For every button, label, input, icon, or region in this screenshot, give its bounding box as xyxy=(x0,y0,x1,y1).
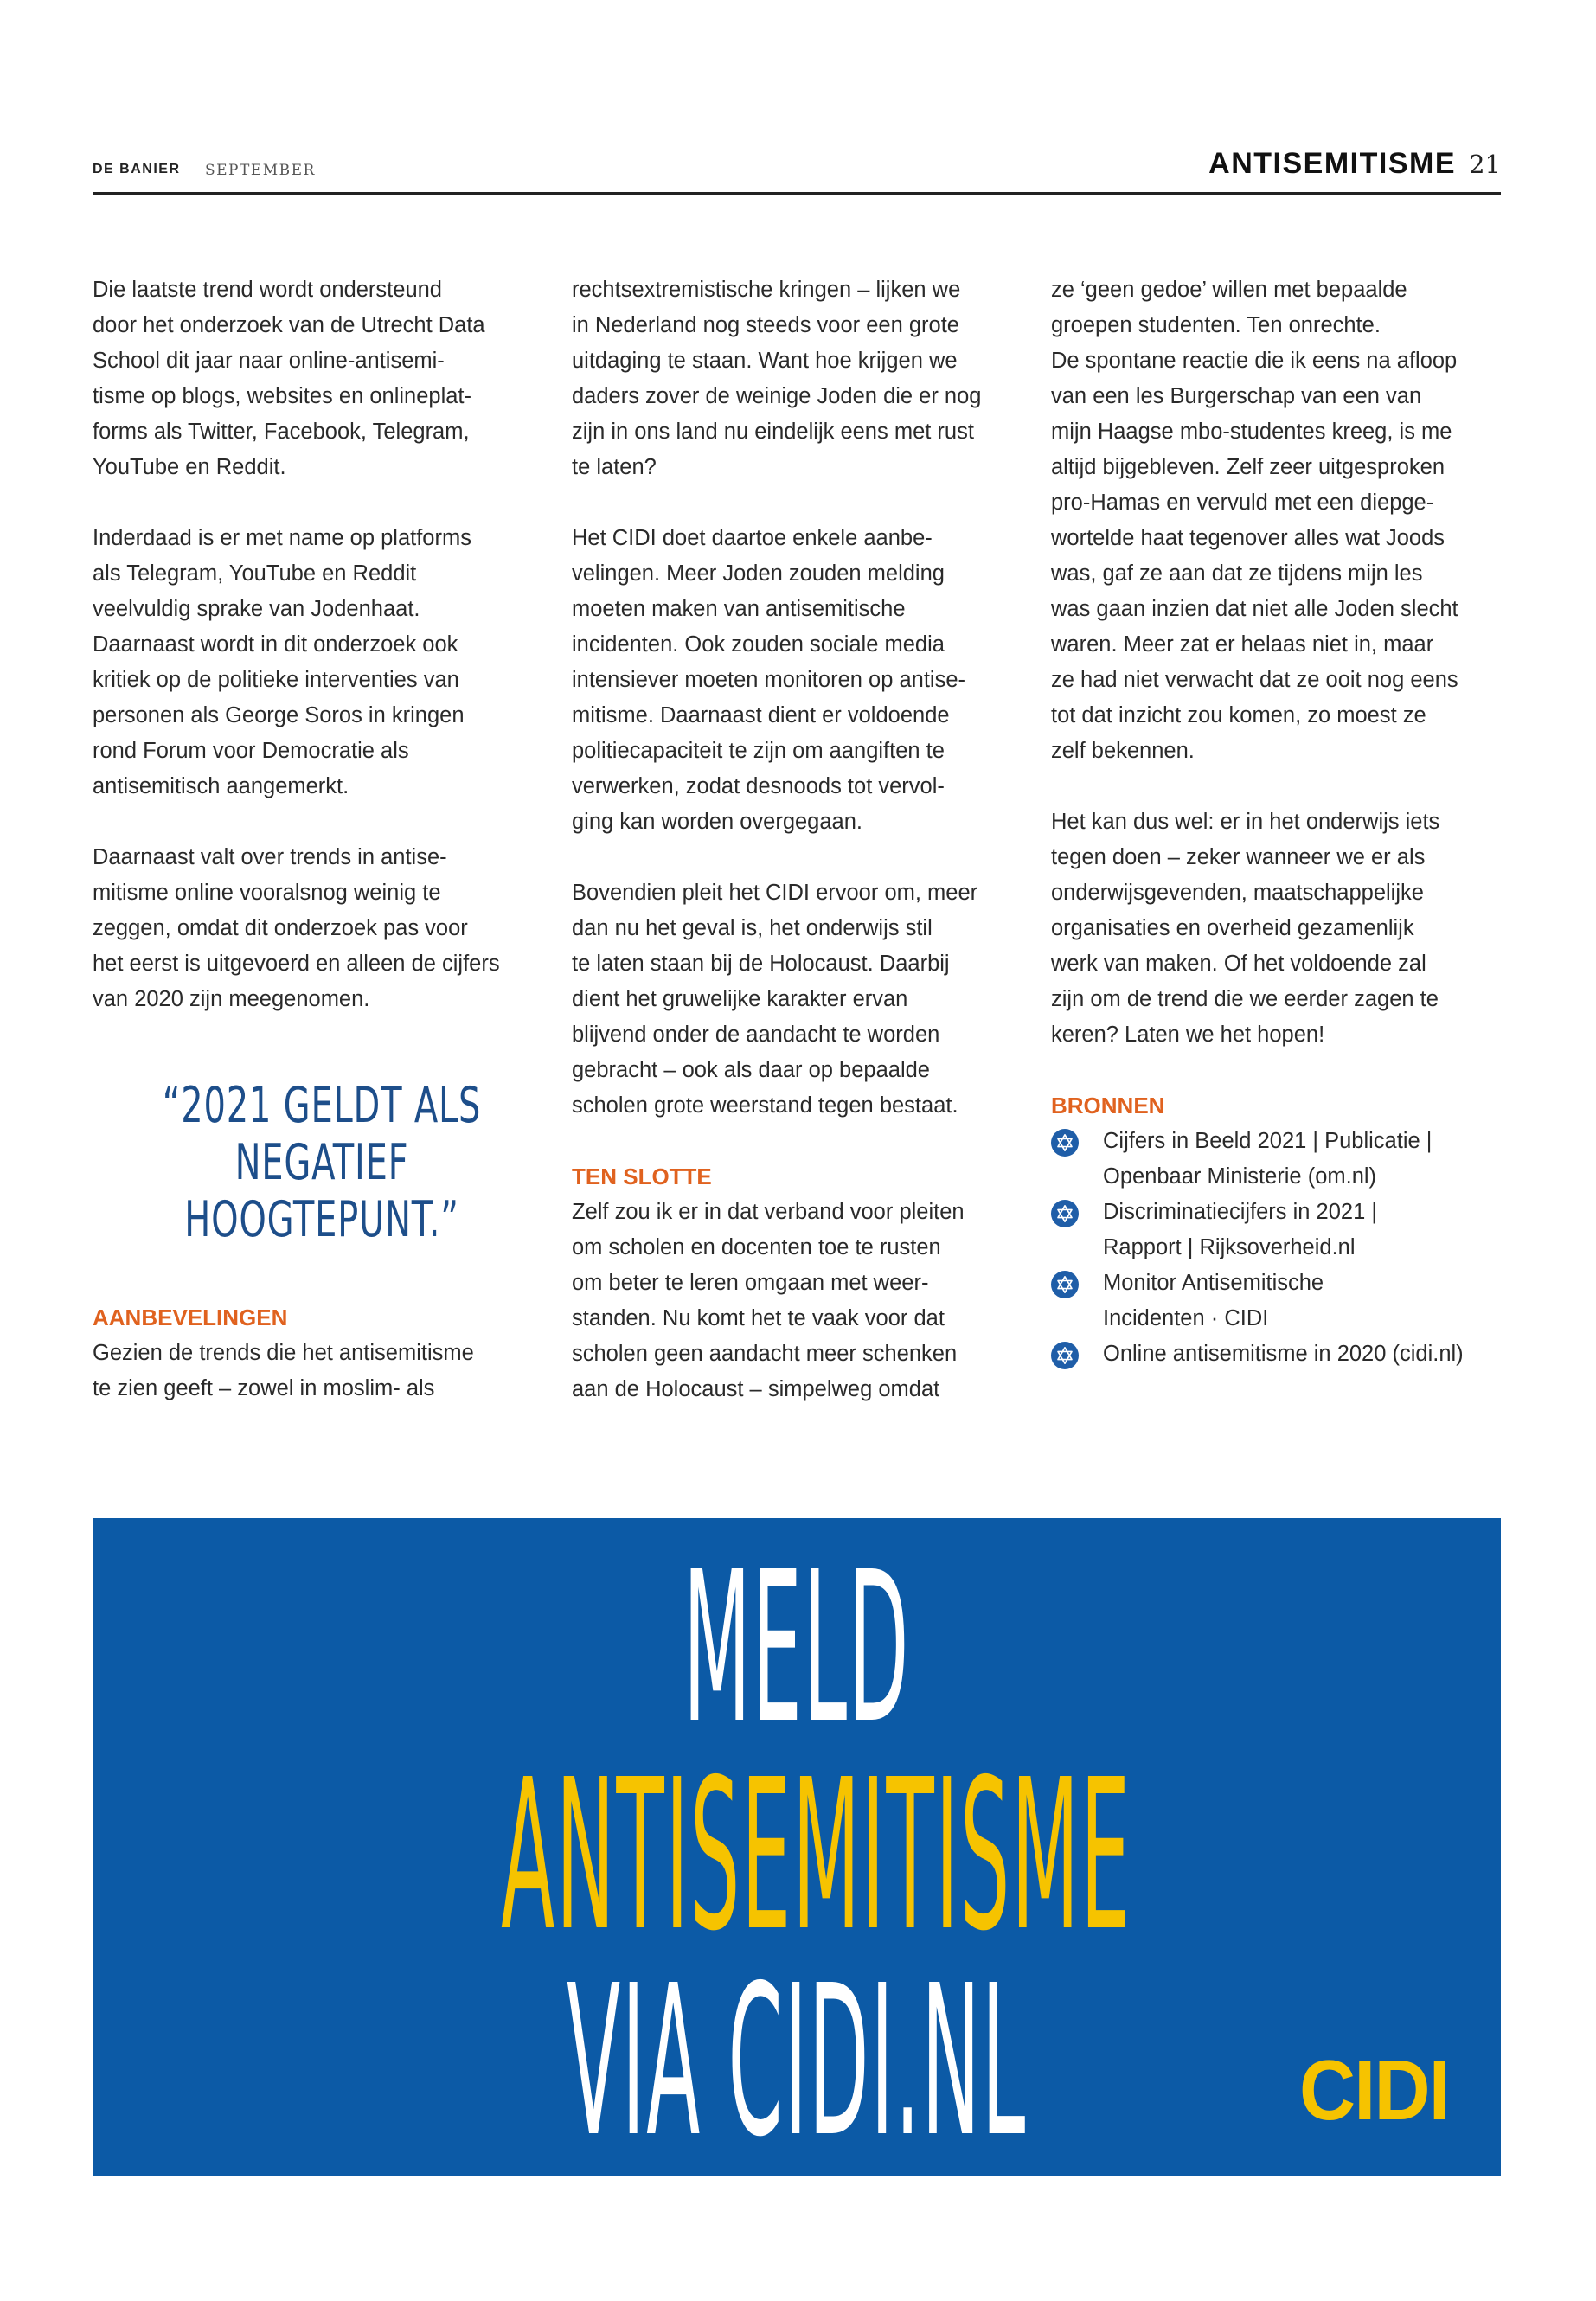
source-item[interactable] xyxy=(1051,1336,1509,1372)
paragraph: Het CIDI doet daartoe enkele aanbe- velingen. Meer Joden zouden melding moeten maken van antisemitische incidenten. Ook zouden sociale media intensiever moeten monitoren op antise- mitisme. Daarnaast dient er voldoende politiecapaciteit te zijn om aangiften te verwerken, zodat desnoods tot vervol- ging kan worden overgegaan. xyxy=(572,526,966,834)
paragraph: Het kan dus wel: er in het onderwijs iets tegen doen – zeker wanneer we er als onderwijsgevenden, maatschappelijke organisaties en overheid gezamenlijk werk van maken. Of het voldoende zal zijn om de trend die we eerder zagen te keren? Laten we het hopen! xyxy=(1051,810,1440,1047)
star-of-david-icon xyxy=(1051,1129,1079,1157)
banner-line-1: MELD xyxy=(683,1527,911,1769)
recommendations-section xyxy=(93,1300,551,1407)
star-of-david-icon xyxy=(1051,1200,1079,1227)
section-heading-ten-slotte: TEN SLOTTE xyxy=(572,1163,712,1189)
section-heading-bronnen: BRONNEN xyxy=(1051,1093,1165,1118)
publication-name: DE BANIER xyxy=(93,162,181,176)
paragraph: Inderdaad is er met name op platforms als Telegram, YouTube en Reddit veelvuldig sprake van Jodenhaat. Daarnaast wordt in dit onderzoek ook kritiek op de politieke interventies van personen als George Soros in kringen rond Forum voor Democratie als antisemitisch aangemerkt. xyxy=(93,526,471,798)
source-item[interactable] xyxy=(1051,1266,1509,1336)
cidi-advert-banner[interactable] xyxy=(93,1518,1501,2182)
paragraph: Die laatste trend wordt ondersteund door het onderzoek van de Utrecht Data School dit jaar naar online-antisemi- tisme op blogs, websites en onlineplat- forms als Twitter, Facebook, Telegram, YouTube en Reddit. xyxy=(93,278,485,479)
paragraph: Zelf zou ik er in dat verband voor pleiten om scholen en docenten toe te rusten om beter te leren omgaan met weer- standen. Nu komt het te vaak voor dat scholen geen aandacht meer schenken aan de Holocaust – simpelweg omdat xyxy=(572,1200,965,1401)
banner-line-2: ANTISEMITISME xyxy=(501,1734,1131,1977)
paragraph: rechtsextremistische kringen – lijken we in Nederland nog steeds voor een grote uitdaging te staan. Want hoe krijgen we daders zover de weinige Joden die er nog zijn in ons land nu eindelijk eens met rust te laten? xyxy=(572,278,982,479)
source-link: Discriminatiecijfers in 2021 | Rapport | Rijksoverheid.nl xyxy=(1103,1200,1377,1259)
article-column-3 xyxy=(1051,272,1509,1372)
paragraph: Daarnaast valt over trends in antise- mitisme online vooralsnog weinig te zeggen, omdat dit onderzoek pas voor het eerst is uitgevoerd en alleen de cijfers van 2020 zijn meegenomen. xyxy=(93,845,500,1011)
paragraph: Bovendien pleit het CIDI ervoor om, meer dan nu het geval is, het onderwijs stil te laten staan bij de Holocaust. Daarbij dient het gruwelijke karakter ervan blijvend onder de aandacht te worden gebracht – ook als daar op bepaalde scholen grote weerstand tegen bestaat. xyxy=(572,881,978,1118)
banner-headline xyxy=(93,1527,1501,2182)
page-header xyxy=(93,142,1501,195)
paragraph: Gezien de trends die het antisemitisme te zien geeft – zowel in moslim- als xyxy=(93,1341,474,1400)
section-heading-aanbevelingen: AANBEVELINGEN xyxy=(93,1304,288,1330)
issue-month: SEPTEMBER xyxy=(205,162,316,179)
star-of-david-icon xyxy=(1051,1342,1079,1369)
sources-list xyxy=(1051,1124,1509,1372)
page-number: 21 xyxy=(1469,150,1501,179)
source-link: Online antisemitisme in 2020 (cidi.nl) xyxy=(1103,1342,1464,1366)
paragraph: ze ‘geen gedoe’ willen met bepaalde groepen studenten. Ten onrechte. De spontane reactie die ik eens na afloop van een les Burgerschap van een van mijn Haagse mbo-studentes kreeg, is me altijd bijgebleven. Zelf zeer uitgesproken pro-Hamas en vervuld met een diepge- wortelde haat tegenover alles wat Joods was, gaf ze aan dat ze tijdens mijn les was gaan inzien dat niet alle Joden slecht waren. Meer zat er helaas niet in, maar ze had niet verwacht dat ze ooit nog eens tot dat inzicht zou komen, zo moest ze zelf bekennen. xyxy=(1051,278,1458,763)
banner-line-3: VIA CIDI.NL xyxy=(567,1940,1027,2182)
star-of-david-icon xyxy=(1051,1271,1079,1298)
article-column-1 xyxy=(93,272,551,1017)
source-link: Cijfers in Beeld 2021 | Publicatie | Openbaar Ministerie (om.nl) xyxy=(1103,1129,1433,1189)
source-item[interactable] xyxy=(1051,1124,1509,1195)
article-column-2 xyxy=(572,272,1030,1407)
section-title: ANTISEMITISME xyxy=(1208,147,1456,180)
cidi-logo: CIDI xyxy=(1299,2042,1449,2138)
source-link: Monitor Antisemitische Incidenten · CIDI xyxy=(1103,1271,1324,1330)
pull-quote: “2021 GELDT ALS NEGATIEF HOOGTEPUNT.” xyxy=(162,1077,482,1248)
source-item[interactable] xyxy=(1051,1195,1509,1266)
